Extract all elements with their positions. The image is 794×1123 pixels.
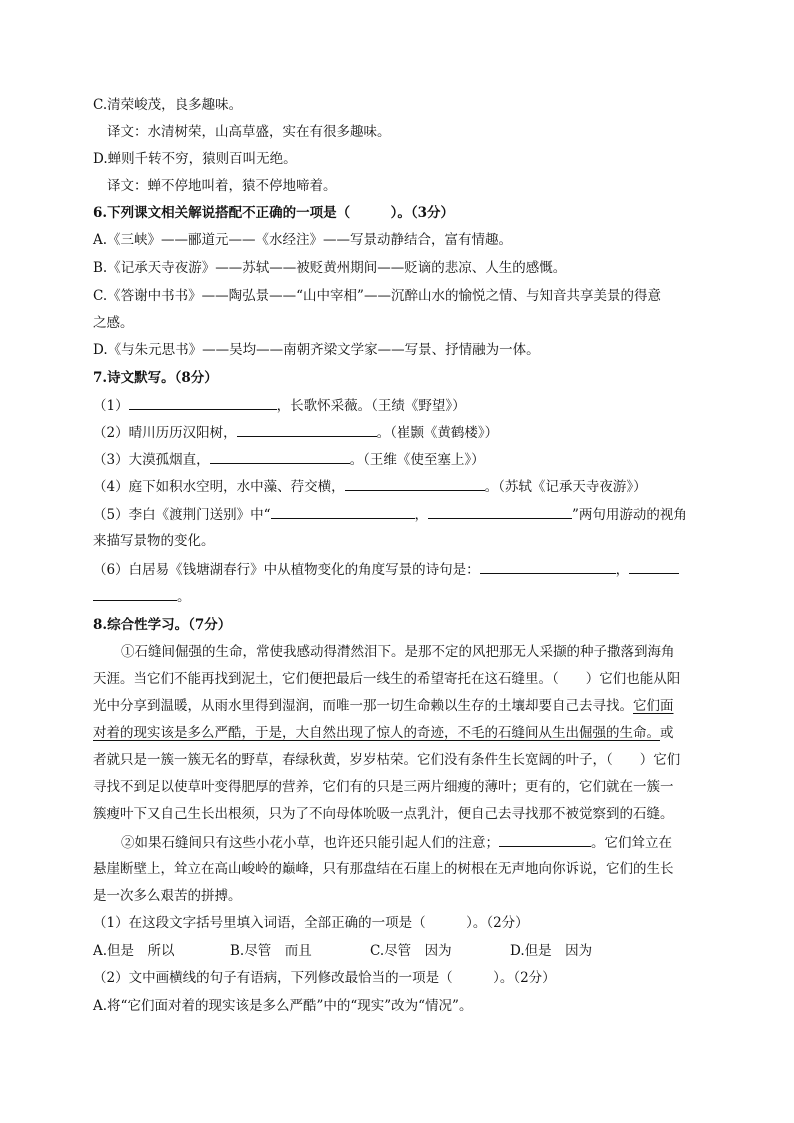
item-2-text-b: 。（崔颢《黄鹤楼》） [376, 425, 499, 441]
sub-question-2-option-a: A.将“它们面对着的现实该是多么严酷”中的“现实”改为“情况”。 [93, 998, 473, 1014]
item-6-comma: ， [615, 562, 630, 578]
passage-paragraph-2-line: 是一次多么艰苦的拼搏。 [93, 888, 242, 904]
item-5-comma: ， [414, 507, 428, 523]
question-7-heading: 7.诗文默写。（8分） [93, 370, 218, 386]
plain-text: 或 [660, 725, 674, 741]
question-6-option-b: B.《记承天寺夜游》——苏轼——被贬黄州期间——贬谪的悲凉、人生的感慨。 [93, 260, 567, 276]
sub-question-1-option-c: C.尽管 因为 [370, 943, 452, 959]
plain-text: 。它们耸立在 [591, 835, 672, 851]
item-5-text-a: （5）李白《渡荆门送别》中“ [93, 507, 271, 523]
plain-text: 光中分享到温暖，从雨水里得到湿润，而唯一那一切生命赖以生存的土壤却要自己去寻找。 [93, 698, 633, 714]
answer-blank[interactable] [499, 832, 591, 847]
passage-paragraph-1-line: 寻找不到足以使草叶变得肥厚的营养，它们有的只是三两片细瘦的薄叶；更有的，它们就在一簇一 [93, 779, 674, 795]
option-c: C.清荣峻茂，良多趣味。 [93, 97, 243, 113]
question-7-item-1 [93, 395, 466, 416]
sub-question-1: （1）在这段文字括号里填入词语，全部正确的一项是（ ）。（2分） [93, 915, 529, 931]
question-8-heading: 8.综合性学习。（7分） [93, 617, 232, 633]
question-6-option-c: C.《答谢中书书》——陶弘景——“山中宰相”——沉醉山水的愉悦之情、与知音共享美景的得意 [93, 288, 661, 304]
question-7-item-6-cont [93, 586, 191, 607]
item-6-text-a: （6）白居易《钱塘湖春行》中从植物变化的角度写景的诗句是： [93, 562, 480, 578]
answer-blank[interactable] [428, 504, 572, 519]
question-7-item-5-cont: 来描写景物的变化。 [93, 533, 215, 549]
question-7-item-6 [93, 559, 679, 580]
passage-paragraph-2-line [121, 832, 672, 853]
answer-blank[interactable] [129, 395, 277, 410]
item-4-text-b: 。（苏轼《记承天寺夜游》） [484, 479, 647, 495]
question-6-option-c-cont: 之感。 [93, 315, 134, 331]
option-c-translation: 译文：水清树荣，山高草盛，实在有很多趣味。 [107, 124, 391, 140]
passage-paragraph-1-line: ①石缝间倔强的生命，常使我感动得潸然泪下。是那不定的风把那无人采撷的种子撒落到海角 [121, 644, 675, 660]
plain-text: ②如果石缝间只有这些小花小草，也许还只能引起人们的注意； [121, 835, 499, 851]
question-7-item-3 [93, 449, 485, 470]
sub-question-1-option-a: A.但是 所以 [93, 943, 175, 959]
sub-question-1-option-d: D.但是 因为 [510, 943, 593, 959]
answer-blank[interactable] [480, 559, 616, 574]
sub-question-1-option-b: B.尽管 而且 [230, 943, 312, 959]
answer-blank[interactable] [345, 476, 485, 491]
item-6-period: 。 [177, 589, 191, 605]
question-6-option-a: A.《三峡》——郦道元——《水经注》——写景动静结合，富有情趣。 [93, 232, 513, 248]
option-d-translation: 译文：蝉不停地叫着，猿不停地啼着。 [107, 178, 337, 194]
answer-blank[interactable] [93, 586, 177, 601]
item-3-text-b: 。（王维《使至塞上》） [349, 452, 485, 468]
sub-question-2: （2）文中画横线的句子有语病，下列修改最恰当的一项是（ ）。（2分） [93, 970, 556, 986]
answer-blank[interactable] [237, 422, 377, 437]
answer-blank[interactable] [629, 559, 679, 574]
passage-paragraph-1-line: 天涯。当它们不能再找到泥土，它们便把最后一线生的希望寄托在这石缝里。（ ）它们也能从阳 [93, 671, 681, 687]
underlined-sentence: 它们面 [633, 698, 674, 714]
passage-paragraph-1-line [93, 696, 674, 716]
item-1-number: （1） [93, 398, 129, 414]
passage-paragraph-1-line: 簇瘦叶下又自己生长出根须，只为了不向母体吮吸一点乳汁，便自己去寻找那不被觉察到的石缝。 [93, 806, 674, 822]
passage-paragraph-2-line: 悬崖断壁上，耸立在高山峻岭的巅峰，只有那盘结在石崖上的树根在无声地向你诉说，它们的生长 [93, 861, 674, 877]
question-6-option-d: D.《与朱元思书》——吴均——南朝齐梁文学家——写景、抒情融为一体。 [93, 342, 540, 358]
question-7-item-2 [93, 422, 498, 443]
passage-paragraph-1-line [93, 723, 674, 743]
answer-blank[interactable] [271, 504, 415, 519]
answer-blank[interactable] [210, 449, 350, 464]
passage-paragraph-1-line: 者就只是一簇一簇无名的野草，春绿秋黄，岁岁枯荣。它们没有条件生长宽阔的叶子，（ ）它们 [93, 752, 681, 768]
option-d: D.蝉则千转不穷，猿则百叫无绝。 [93, 151, 297, 167]
underlined-sentence: 对着的现实该是多么严酷，于是，大自然出现了惊人的奇迹，不毛的石缝间从生出倔强的生命。 [93, 725, 660, 741]
question-7-item-4 [93, 476, 647, 497]
question-7-item-5 [93, 504, 687, 525]
item-2-text-a: （2）晴川历历汉阳树， [93, 425, 237, 441]
item-3-text-a: （3）大漠孤烟直， [93, 452, 210, 468]
question-6-heading: 6.下列课文相关解说搭配不正确的一项是（ ）。（3分） [93, 205, 454, 221]
item-4-text-a: （4）庭下如积水空明，水中藻、荇交横， [93, 479, 345, 495]
item-5-text-c: ”两句用游动的视角 [572, 507, 687, 523]
item-1-text: ，长歌怀采薇。（王绩《野望》） [276, 398, 466, 414]
